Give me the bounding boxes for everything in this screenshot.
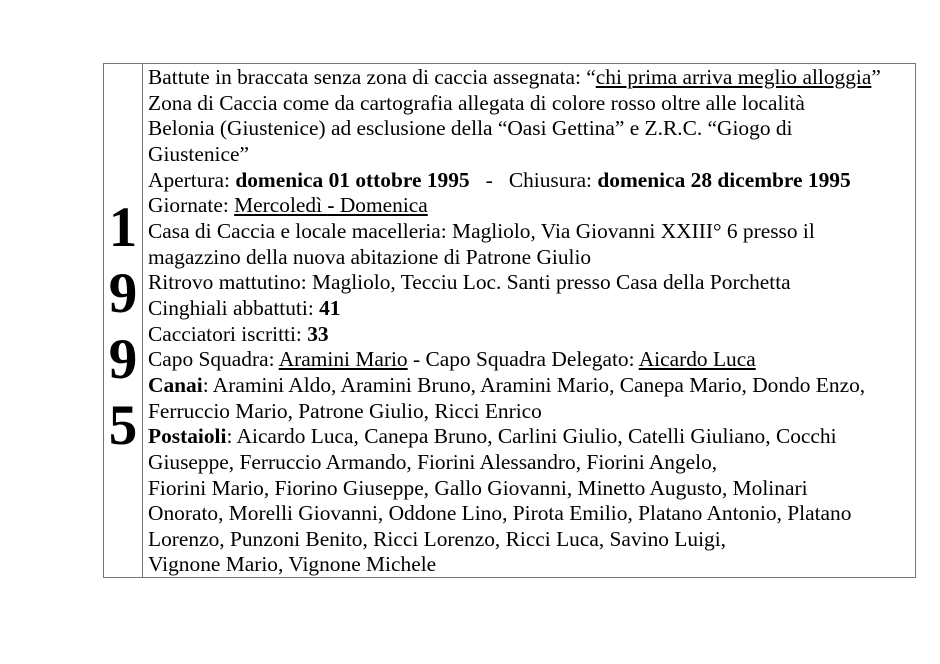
text-segment: Aramini Mario xyxy=(278,347,408,372)
text-line xyxy=(148,424,911,450)
text-line xyxy=(148,219,911,245)
text-line xyxy=(148,399,911,425)
text-line xyxy=(148,65,911,91)
text-segment: domenica 01 ottobre 1995 xyxy=(235,167,470,192)
text-segment: : Aramini Aldo, Aramini Bruno, Aramini Mario, Canepa Mario, Dondo Enzo, xyxy=(202,372,866,397)
year-digit: 5 xyxy=(108,393,138,457)
year-digit: 1 xyxy=(108,195,138,259)
text-segment: chi prima arriva meglio alloggia xyxy=(595,65,872,89)
text-segment: - xyxy=(327,193,335,218)
text-segment: Vignone Mario, Vignone Michele xyxy=(148,552,437,577)
text-line xyxy=(148,245,911,271)
text-segment: Giornate: xyxy=(148,193,235,218)
text-segment: Battute in braccata senza zona di caccia assegnata: “ xyxy=(148,65,596,89)
text-segment: Belonia (Giustenice) ad esclusione della “Oasi Gettina” e Z.R.C. “Giogo di xyxy=(148,116,793,141)
text-line xyxy=(148,270,911,296)
text-line xyxy=(148,527,911,553)
text-line xyxy=(148,296,911,322)
text-segment: Aicardo Luca xyxy=(638,347,756,372)
text-segment: : Aicardo Luca, Canepa Bruno, Carlini Giulio, Catelli Giuliano, Cocchi xyxy=(226,424,837,449)
text-segment: Giuseppe, Ferruccio Armando, Fiorini Alessandro, Fiorini Angelo, xyxy=(148,449,718,474)
text-segment: 33 xyxy=(307,321,329,346)
text-line xyxy=(148,347,911,373)
text-segment: - Capo Squadra Delegato: xyxy=(407,347,639,372)
text-line xyxy=(148,552,911,577)
text-segment: 41 xyxy=(319,295,341,320)
text-segment: magazzino della nuova abitazione di Patrone Giulio xyxy=(148,244,592,269)
text-segment: Cacciatori iscritti: xyxy=(148,321,308,346)
text-line xyxy=(148,501,911,527)
hunting-season-1995-table xyxy=(103,63,916,578)
text-line xyxy=(148,476,911,502)
text-segment: Onorato, Morelli Giovanni, Oddone Lino, Pirota Emilio, Platano Antonio, Platano xyxy=(148,501,852,526)
text-line xyxy=(148,116,911,142)
text-segment: Postaioli xyxy=(148,424,227,449)
text-line xyxy=(148,142,911,168)
text-segment: ” xyxy=(871,65,881,89)
text-segment: Zona di Caccia come da cartografia allegata di colore rosso oltre alle località xyxy=(148,90,805,115)
text-segment: Lorenzo, Punzoni Benito, Ricci Lorenzo, Ricci Luca, Savino Luigi, xyxy=(148,526,726,551)
text-line xyxy=(148,91,911,117)
details-cell xyxy=(143,64,915,577)
text-segment: - Chiusura: xyxy=(469,167,598,192)
text-line xyxy=(148,450,911,476)
text-segment: Ferruccio Mario, Patrone Giulio, Ricci Enrico xyxy=(148,398,542,423)
text-segment: Apertura: xyxy=(148,167,236,192)
text-segment: Mercoledì xyxy=(234,193,328,218)
text-segment: Fiorini Mario, Fiorino Giuseppe, Gallo Giovanni, Minetto Augusto, Molinari xyxy=(148,475,808,500)
text-segment: Ritrovo mattutino: Magliolo, Tecciu Loc. Santi presso Casa della Porchetta xyxy=(148,270,791,295)
text-segment: Casa di Caccia e locale macelleria: Magliolo, Via Giovanni XXIII° 6 presso il xyxy=(148,218,815,243)
text-line xyxy=(148,168,911,194)
text-line xyxy=(148,193,911,219)
text-segment: Capo Squadra: xyxy=(148,347,279,372)
year-digit: 9 xyxy=(108,261,138,325)
text-segment: Domenica xyxy=(334,193,428,218)
text-segment: Giustenice” xyxy=(148,141,249,166)
text-segment: Cinghiali abbattuti: xyxy=(148,295,320,320)
text-segment: domenica 28 dicembre 1995 xyxy=(597,167,851,192)
text-line xyxy=(148,373,911,399)
text-line xyxy=(148,322,911,348)
year-digit: 9 xyxy=(108,327,138,391)
text-segment: Canai xyxy=(148,372,203,397)
year-cell xyxy=(104,64,143,577)
